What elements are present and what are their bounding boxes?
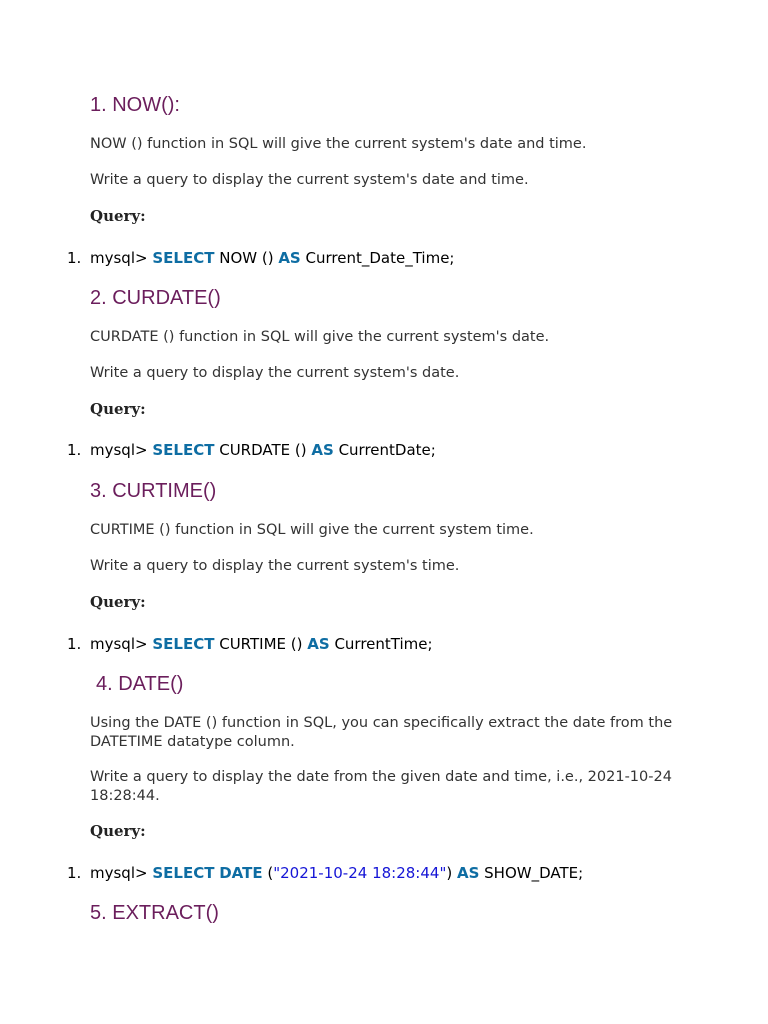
section-description-curtime: CURTIME () function in SQL will give the current system time.: [90, 522, 534, 538]
section-heading-date: 4. DATE(): [96, 673, 184, 695]
section-task-now: Write a query to display the current system's date and time.: [90, 172, 529, 188]
code-block: [90, 864, 583, 882]
section-heading-curtime: 3. CURTIME(): [90, 480, 217, 502]
column-alias: CurrentTime;: [329, 635, 433, 653]
keyword-as: AS: [278, 249, 301, 267]
mysql-prompt: mysql>: [90, 441, 153, 459]
query-label-date: Query:: [90, 822, 146, 840]
close-paren: ): [446, 864, 457, 882]
keyword-date: DATE: [219, 864, 263, 882]
keyword-as: AS: [311, 441, 334, 459]
section-description-curdate: CURDATE () function in SQL will give the current system's date.: [90, 329, 550, 345]
keyword-select: SELECT: [152, 249, 215, 267]
section-heading-curdate: 2. CURDATE(): [90, 287, 221, 309]
keyword-as: AS: [307, 635, 330, 653]
section-heading-now: 1. NOW():: [90, 94, 180, 116]
keyword-select: SELECT: [152, 635, 215, 653]
mysql-prompt: mysql>: [90, 249, 153, 267]
code-line-number: 1.: [67, 864, 82, 882]
column-alias: CurrentDate;: [333, 441, 436, 459]
query-label-now: Query:: [90, 207, 146, 225]
code-block: [90, 249, 454, 267]
code-line-number: 1.: [67, 635, 82, 653]
mysql-prompt: mysql>: [90, 635, 153, 653]
section-description-now: NOW () function in SQL will give the current system's date and time.: [90, 136, 587, 152]
string-literal: "2021-10-24 18:28:44": [273, 864, 447, 882]
column-alias: SHOW_DATE;: [479, 864, 584, 882]
section-heading-extract: 5. EXTRACT(): [90, 902, 219, 924]
mysql-prompt: mysql>: [90, 864, 153, 882]
keyword-as: AS: [456, 864, 480, 882]
code-block: [90, 635, 433, 653]
keyword-select: SELECT: [152, 441, 215, 459]
section-task-curtime: Write a query to display the current system's time.: [90, 558, 460, 574]
section-description-date: Using the DATE () function in SQL, you can specifically extract the date from the DATETIME datatype column.: [90, 715, 673, 750]
section-task-curdate: Write a query to display the current system's date.: [90, 365, 460, 381]
column-alias: Current_Date_Time;: [300, 249, 455, 267]
open-paren: (: [262, 864, 274, 882]
function-call: NOW (): [214, 249, 279, 267]
function-call: CURDATE (): [214, 441, 312, 459]
section-task-date: Write a query to display the date from the given date and time, i.e., 2021-10-24 18:28:44.: [90, 769, 672, 804]
code-line-number: 1.: [67, 249, 82, 267]
query-label-curdate: Query:: [90, 400, 146, 418]
code-line-number: 1.: [67, 441, 82, 459]
code-block: [90, 441, 436, 459]
function-call: CURTIME (): [214, 635, 308, 653]
query-label-curtime: Query:: [90, 593, 146, 611]
keyword-select: SELECT: [152, 864, 215, 882]
